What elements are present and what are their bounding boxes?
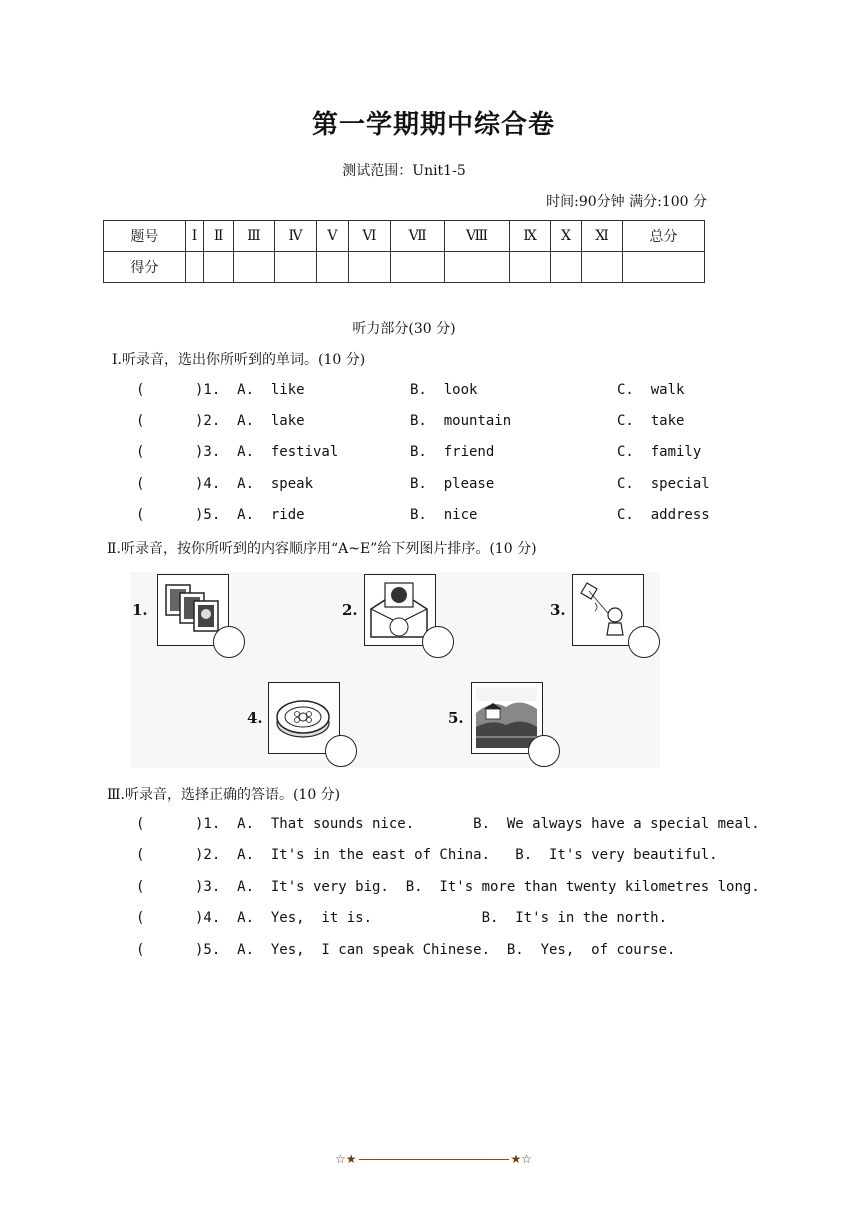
score-table (103, 220, 705, 283)
option-c: C. take (617, 413, 685, 429)
score-cell: Ⅵ (348, 221, 391, 252)
picture-label: 3. (550, 601, 566, 619)
answer-circle[interactable] (325, 735, 357, 767)
option-b: B. please (410, 476, 495, 492)
score-cell: Ⅱ (204, 221, 234, 252)
question-s3-5: ( )5. A. Yes, I can speak Chinese. B. Yes, of course. (136, 942, 676, 958)
picture-label: 5. (448, 709, 464, 727)
score-cell: Ⅲ (233, 221, 274, 252)
score-input-cell[interactable] (391, 252, 445, 283)
score-cell: Ⅰ (185, 221, 203, 252)
picture-panel (130, 572, 660, 768)
picture-label: 1. (132, 601, 148, 619)
score-cell: Ⅳ (274, 221, 316, 252)
question-s1-4: ( )4. A. speak (136, 476, 314, 492)
score-input-cell[interactable] (623, 252, 705, 283)
option-c: C. walk (617, 382, 685, 398)
score-cell: Ⅴ (317, 221, 348, 252)
score-row-label: 得分 (104, 252, 186, 283)
score-cell: Ⅹ (551, 221, 582, 252)
question-s3-4: ( )4. A. Yes, it is. B. It's in the north. (136, 910, 668, 926)
option-c: C. address (617, 507, 710, 523)
option-c: C. special (617, 476, 710, 492)
question-s1-5: ( )5. A. ride (136, 507, 305, 523)
score-input-cell[interactable] (582, 252, 623, 283)
option-b: B. friend (410, 444, 495, 460)
option-c: C. family (617, 444, 702, 460)
section1-heading: Ⅰ.听录音，选出你所听到的单词。(10 分) (112, 352, 366, 368)
footer-decoration (0, 1152, 867, 1166)
score-cell: 总分 (623, 221, 705, 252)
score-table-header-row (104, 221, 705, 252)
score-input-cell[interactable] (204, 252, 234, 283)
question-s1-2: ( )2. A. lake (136, 413, 305, 429)
option-b: B. mountain (410, 413, 512, 429)
score-input-cell[interactable] (233, 252, 274, 283)
test-range: 测试范围：Unit1-5 (342, 163, 466, 179)
option-b: B. look (410, 382, 478, 398)
answer-circle[interactable] (528, 735, 560, 767)
score-input-cell[interactable] (317, 252, 348, 283)
score-cell: 题号 (104, 221, 186, 252)
score-input-cell[interactable] (185, 252, 203, 283)
question-s3-3: ( )3. A. It's very big. B. It's more than twenty kilometres long. (136, 879, 760, 895)
question-s1-3: ( )3. A. festival (136, 444, 339, 460)
score-input-cell[interactable] (348, 252, 391, 283)
score-table-score-row (104, 252, 705, 283)
score-input-cell[interactable] (445, 252, 510, 283)
score-cell: Ⅶ (391, 221, 445, 252)
option-b: B. nice (410, 507, 478, 523)
question-s3-2: ( )2. A. It's in the east of China. B. It's very beautiful. (136, 847, 718, 863)
score-cell: Ⅺ (582, 221, 623, 252)
score-cell: Ⅸ (510, 221, 551, 252)
answer-circle[interactable] (422, 626, 454, 658)
question-s3-1: ( )1. A. That sounds nice. B. We always have a special meal. (136, 816, 760, 832)
score-cell: Ⅷ (445, 221, 510, 252)
star-icon: ☆★ (334, 1152, 357, 1166)
time-score-info: 时间:90分钟 满分:100 分 (546, 194, 707, 210)
answer-circle[interactable] (628, 626, 660, 658)
picture-label: 4. (247, 709, 263, 727)
star-icon: ★☆ (510, 1152, 533, 1166)
listening-title: 听力部分(30 分) (352, 321, 456, 337)
score-input-cell[interactable] (510, 252, 551, 283)
question-s1-1: ( )1. A. like (136, 382, 305, 398)
divider-line (359, 1159, 509, 1160)
picture-label: 2. (342, 601, 358, 619)
score-input-cell[interactable] (551, 252, 582, 283)
section3-heading: Ⅲ.听录音，选择正确的答语。(10 分) (107, 787, 341, 803)
score-input-cell[interactable] (274, 252, 316, 283)
answer-circle[interactable] (213, 626, 245, 658)
section2-heading: Ⅱ.听录音，按你所听到的内容顺序用“A~E”给下列图片排序。(10 分) (107, 541, 537, 557)
page-title: 第一学期期中综合卷 (311, 110, 555, 140)
